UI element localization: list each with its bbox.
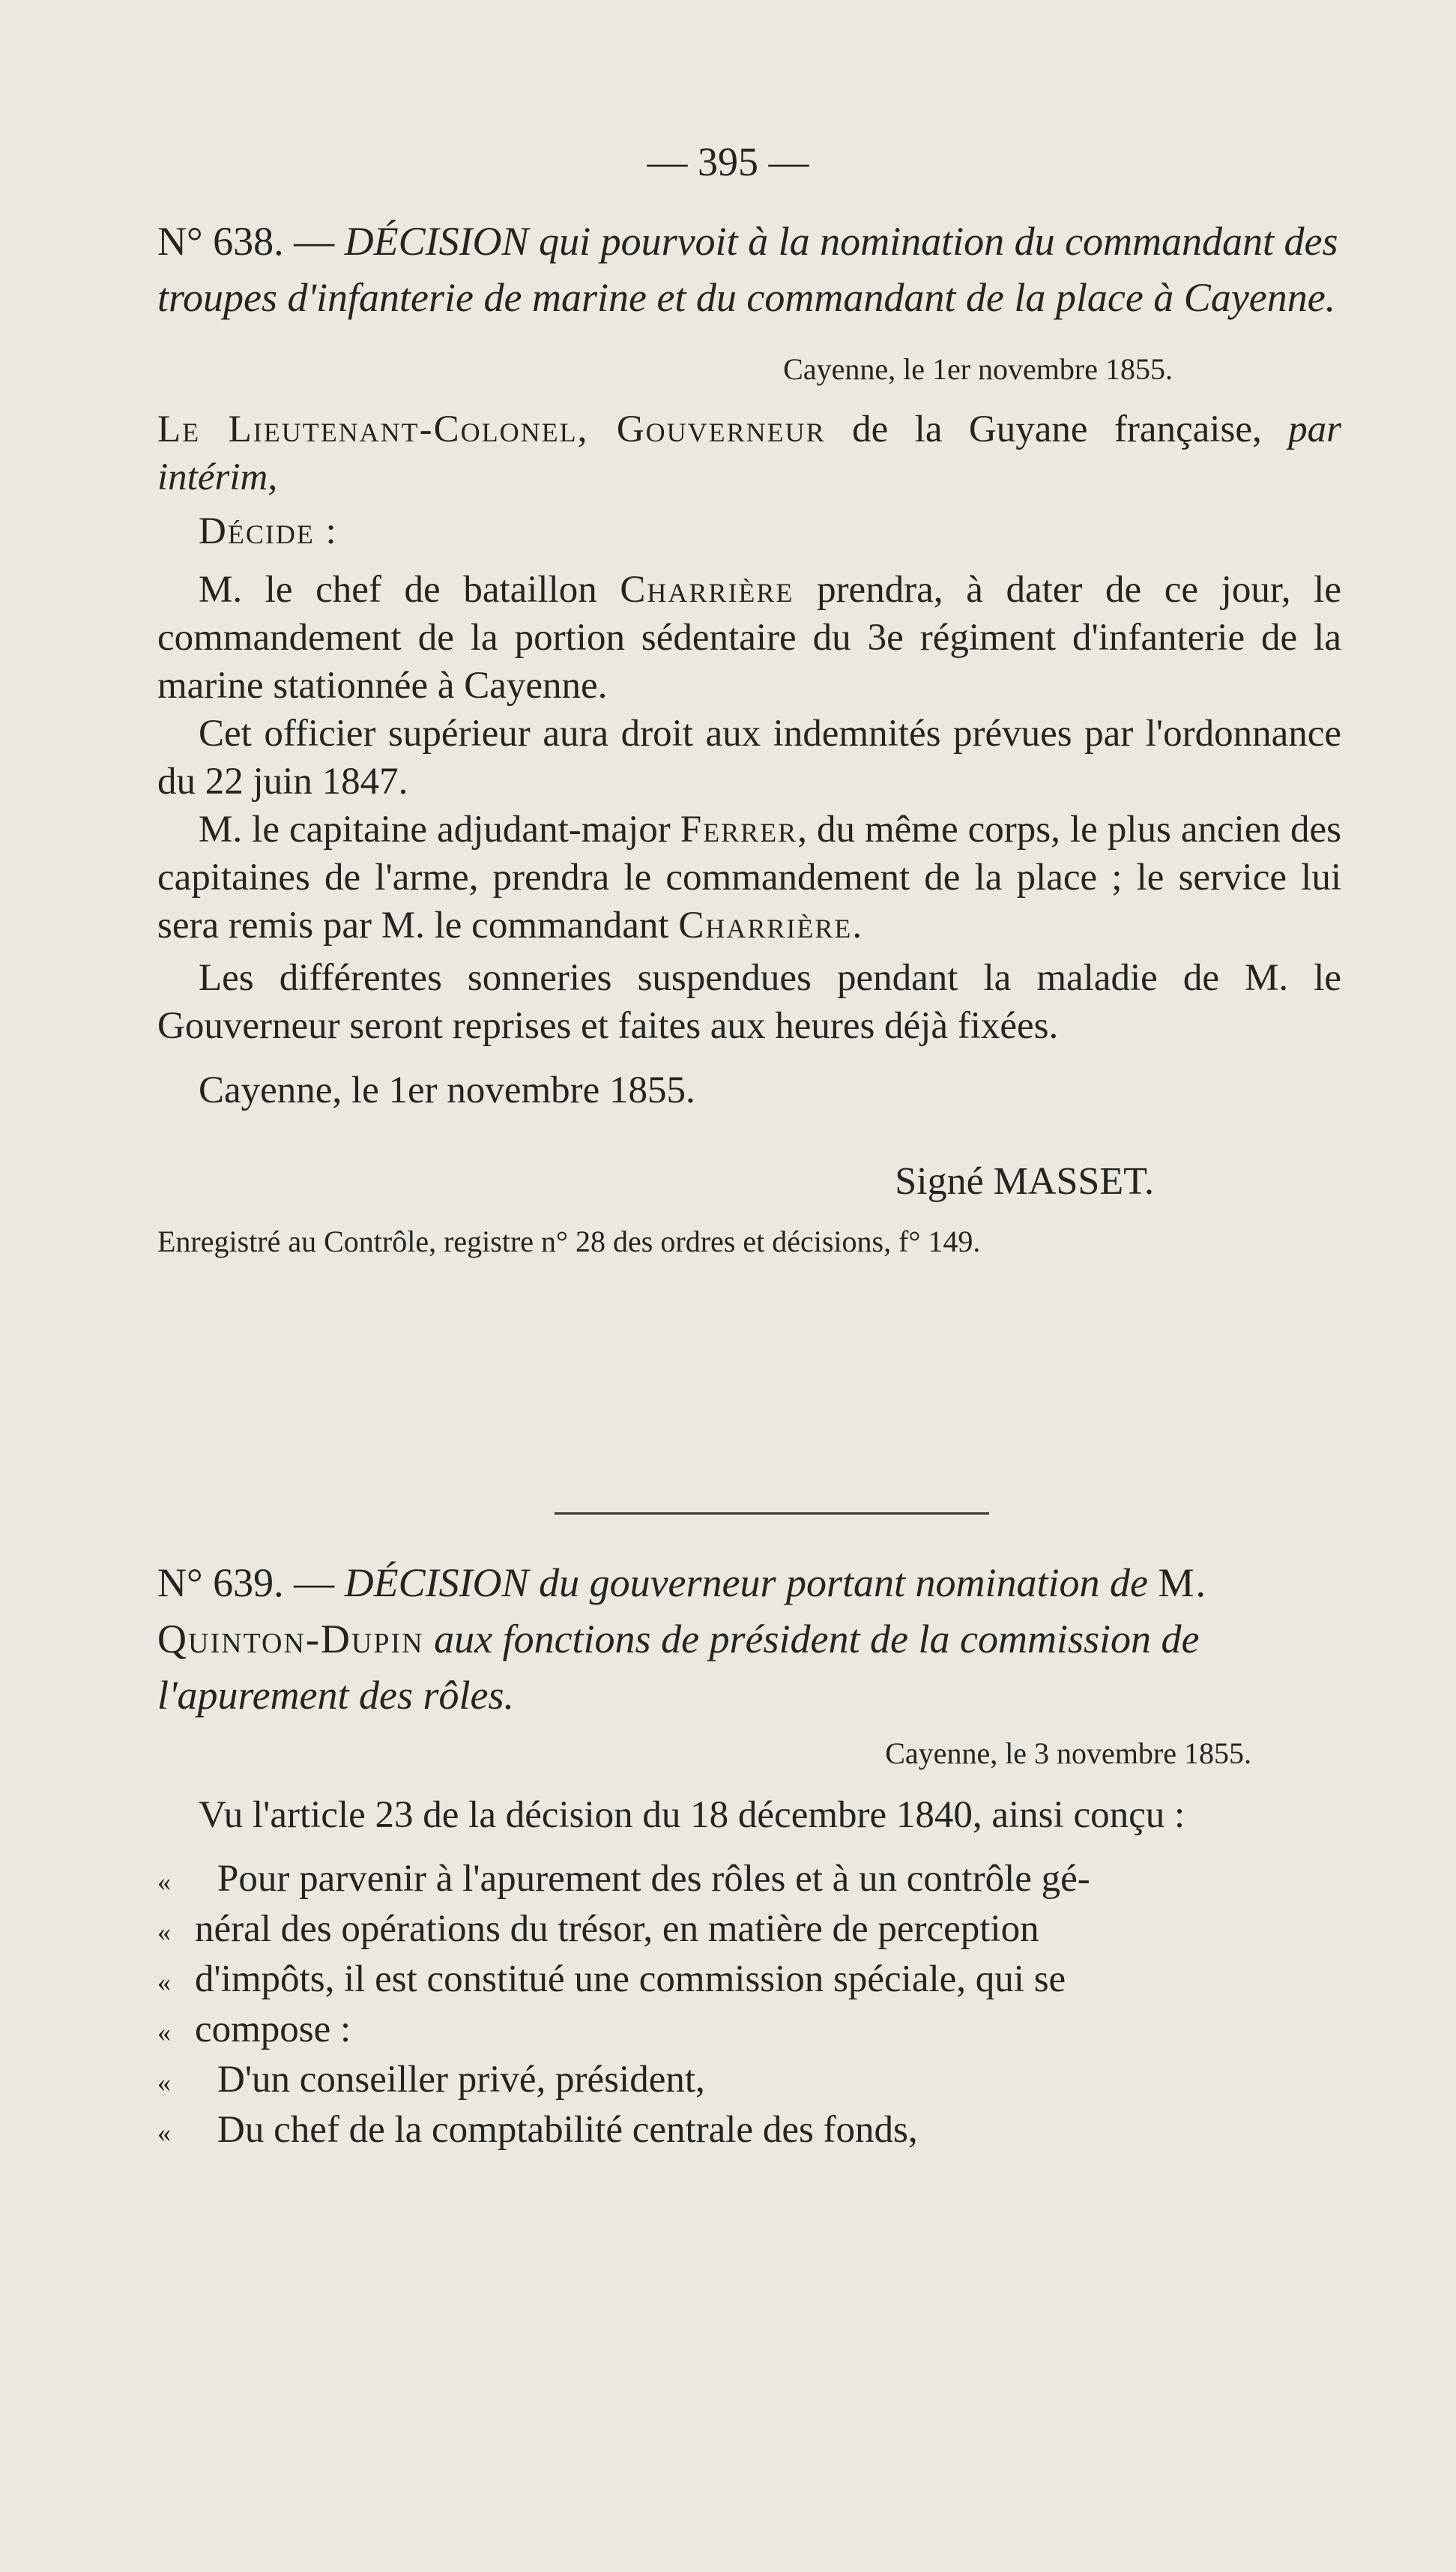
quote-mark: « bbox=[157, 1867, 171, 1897]
decision-638-para-2: Cet officier supérieur aura droit aux indemnités prévues par l'ordonnance du 22 juin 1847. bbox=[157, 713, 1341, 803]
page-number: — 395 — bbox=[647, 139, 809, 184]
decision-638-closing-date: Cayenne, le 1er novembre 1855. bbox=[199, 1069, 695, 1111]
authority-title: Le Lieutenant-Colonel, Gouverneur bbox=[157, 408, 826, 450]
quote-text: Du chef de la comptabilité centrale des fonds, bbox=[217, 2109, 918, 2151]
quote-mark: « bbox=[157, 1967, 171, 1997]
decision-639-title-b: aux fonctions de président de la commission de l'apurement des rôles. bbox=[157, 1616, 1200, 1718]
quote-mark: « bbox=[157, 2017, 171, 2047]
signature: Signé MASSET. bbox=[895, 1160, 1154, 1203]
quote-text: néral des opérations du trésor, en matière de perception bbox=[195, 1908, 1039, 1950]
decision-638-number: N° 638. — bbox=[157, 219, 335, 264]
quote-line bbox=[157, 1906, 1341, 1956]
authority-text: de la Guyane française, bbox=[825, 408, 1289, 450]
quote-text: compose : bbox=[195, 2008, 351, 2050]
para3-a: M. le capitaine adjudant-major bbox=[199, 809, 680, 851]
para1-name: Charrière bbox=[620, 569, 794, 611]
decision-639-para-1: Vu l'article 23 de la décision du 18 décembre 1840, ainsi conçu : bbox=[199, 1794, 1185, 1836]
para1-b: prendra, à dater de ce jour, le commandement de la portion sédentaire du 3e régiment d'infanterie de la marine stationnée à Cayenne. bbox=[157, 569, 1341, 707]
quote-line bbox=[157, 2006, 1341, 2056]
quote-mark: « bbox=[157, 2068, 171, 2098]
decision-639 bbox=[157, 1555, 1341, 2157]
decision-638-para-4: Les différentes sonneries suspendues pendant la maladie de M. le Gouverneur seront reprises et faites aux heures déjà fixées. bbox=[157, 957, 1341, 1047]
decision-639-title-a: DÉCISION du gouverneur portant nomination de bbox=[344, 1560, 1159, 1605]
decision-638-para-3 bbox=[157, 806, 1341, 950]
decision-639-title-name: M. Quinton-Dupin bbox=[157, 1560, 1208, 1661]
decision-638-authority bbox=[157, 405, 1341, 501]
decision-639-dateline: Cayenne, le 3 novembre 1855. bbox=[885, 1736, 1251, 1770]
quoted-article bbox=[157, 1856, 1341, 2157]
section-divider bbox=[555, 1512, 989, 1515]
para3-c: . bbox=[852, 905, 863, 947]
registration-note: Enregistré au Contrôle, registre n° 28 des ordres et décisions, f° 149. bbox=[157, 1225, 981, 1258]
decision-638-para-1 bbox=[157, 566, 1341, 710]
quote-text: d'impôts, il est constitué une commission spéciale, qui se bbox=[195, 1958, 1066, 2000]
para3-b: , du même corps, le plus ancien des capitaines de l'arme, prendra le commandement de la place ; le service lui sera remis par M. le commandant bbox=[157, 809, 1342, 947]
decision-638-heading bbox=[157, 214, 1341, 326]
quote-line bbox=[157, 2107, 1341, 2157]
para3-name-2: Charrière bbox=[678, 905, 853, 947]
decision-639-heading bbox=[157, 1555, 1341, 1724]
decide-text: Décide : bbox=[199, 510, 338, 552]
quote-line bbox=[157, 1956, 1341, 2006]
para3-name-1: Ferrer bbox=[680, 809, 798, 851]
quote-mark: « bbox=[157, 2118, 171, 2148]
decision-638-title: DÉCISION qui pourvoit à la nomination du commandant des troupes d'infanterie de marine et du commandant de la place à Cayenne. bbox=[157, 219, 1338, 320]
authority-interim: par intérim, bbox=[157, 408, 1342, 498]
quote-line bbox=[157, 1856, 1341, 1906]
quote-text: Pour parvenir à l'apurement des rôles et à un contrôle gé- bbox=[217, 1858, 1090, 1900]
quote-mark: « bbox=[157, 1917, 171, 1947]
decision-638 bbox=[157, 214, 1341, 1264]
decide-label bbox=[157, 507, 1341, 555]
decision-639-number: N° 639. — bbox=[157, 1560, 335, 1605]
quote-text: D'un conseiller privé, président, bbox=[217, 2059, 705, 2101]
decision-638-dateline: Cayenne, le 1er novembre 1855. bbox=[783, 352, 1173, 386]
quote-line bbox=[157, 2056, 1341, 2107]
para1-a: M. le chef de bataillon bbox=[199, 569, 620, 611]
